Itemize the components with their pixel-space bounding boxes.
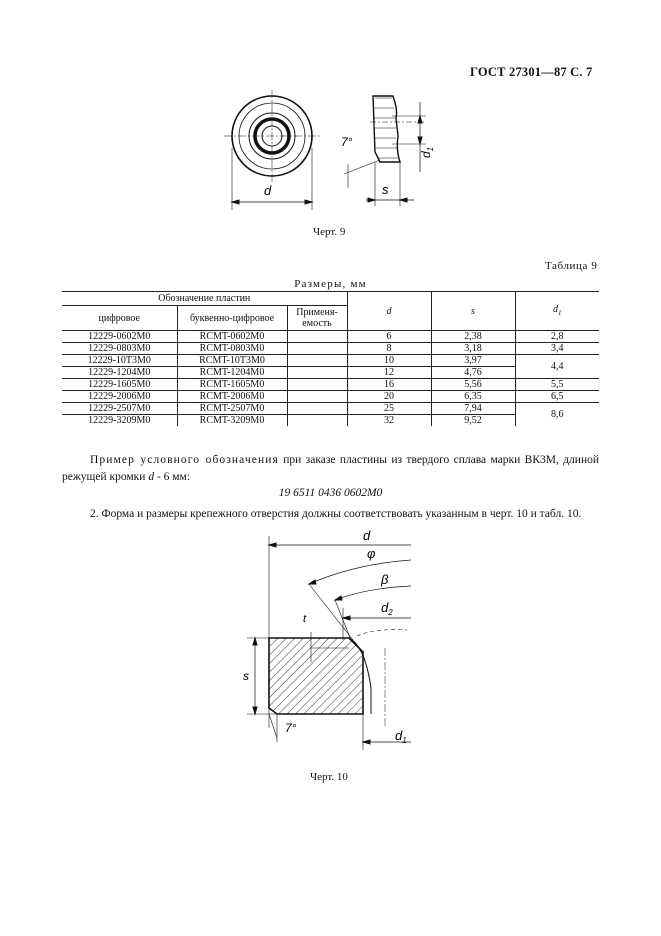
cell-d: 32 (347, 415, 431, 427)
cell-alnum: RCMT-3209M0 (177, 415, 287, 427)
fig10-label-t: t (303, 613, 307, 625)
cell-s: 5,56 (431, 379, 515, 391)
table-row (62, 343, 599, 355)
col-d1: $d_1$ (515, 292, 599, 331)
cell-d1: 2,8 (515, 331, 599, 343)
cell-usage (287, 379, 347, 391)
example-lead: Пример условного обозначения (90, 454, 279, 466)
cell-d: 6 (347, 331, 431, 343)
col-digital: цифровое (62, 306, 177, 331)
figure-9-caption: Черт. 9 (313, 226, 346, 238)
cell-usage (287, 403, 347, 415)
fig10-label-d2: $d_2$ (381, 600, 393, 617)
cell-usage (287, 415, 347, 427)
table-9-subtitle: Размеры, мм (294, 278, 367, 290)
cell-d: 16 (347, 379, 431, 391)
cell-d: 8 (347, 343, 431, 355)
cell-alnum: RCMT-10T3M0 (177, 355, 287, 367)
example-rest: при заказе пластины из твердого сплава марки ВК3М, длиной режущей кромки (62, 454, 600, 483)
cell-digital: 12229-1605M0 (88, 379, 151, 390)
cell-digital: 12229-2507M0 (88, 403, 151, 414)
cell-d1: 4,4 (515, 355, 599, 379)
cell-d: 25 (347, 403, 431, 415)
col-s: s (431, 292, 515, 331)
point-2-paragraph: 2. Форма и размеры крепежного отверстия должны соответствовать указанным в черт. 10 и табл. 10. (90, 508, 582, 520)
fig10-label-d: d (363, 528, 371, 543)
cell-s: 3,18 (431, 343, 515, 355)
col-alnum: буквенно-цифровое (177, 306, 287, 331)
cell-digital: 12229-0602M0 (88, 331, 151, 342)
example-var: d (148, 471, 155, 483)
cell-s: 9,52 (431, 415, 515, 427)
insert-side-section (373, 96, 400, 162)
figure-10-drawing (235, 528, 415, 768)
col-usage: Применя- емость (287, 306, 347, 331)
cell-d1: 5,5 (515, 379, 599, 391)
fig9-label-d: d (264, 183, 272, 198)
cell-d: 12 (347, 367, 431, 379)
cell-alnum: RCMT-0602M0 (177, 331, 287, 343)
cell-alnum: RCMT-1605M0 (177, 379, 287, 391)
cell-digital: 12229-1204M0 (88, 367, 151, 378)
table-row (62, 379, 599, 391)
cell-d: 20 (347, 391, 431, 403)
cell-digital: 12229-2006M0 (88, 391, 151, 402)
cell-digital: 12229-10T3M0 (87, 355, 151, 366)
col-d: d (347, 292, 431, 331)
cell-digital: 12229-3209M0 (88, 415, 151, 426)
cell-d: 10 (347, 355, 431, 367)
fig9-label-s: s (382, 182, 389, 197)
table-9 (62, 291, 599, 426)
fig10-label-phi: φ (367, 546, 376, 561)
fig10-label-beta: β (381, 572, 389, 587)
cell-s: 7,94 (431, 403, 515, 415)
cell-usage (287, 331, 347, 343)
cell-s: 3,97 (431, 355, 515, 367)
table-row (62, 403, 599, 415)
example-tail: ‑ 6 мм: (154, 471, 191, 483)
fig10-label-s: s (243, 669, 249, 683)
cell-d1: 8,6 (515, 403, 599, 427)
fig10-label-angle: 7° (285, 721, 297, 735)
example-paragraph (62, 452, 599, 486)
example-code: 19 6511 0436 0602M0 (278, 487, 383, 499)
fig9-label-angle: 7° (341, 135, 353, 149)
cell-d1: 3,4 (515, 343, 599, 355)
col-group-designation: Обозначение пластин (62, 292, 347, 306)
cell-d1: 6,5 (515, 391, 599, 403)
cell-s: 4,76 (431, 367, 515, 379)
cell-alnum: RCMT-1204M0 (177, 367, 287, 379)
table-9-caption: Таблица 9 (545, 260, 598, 272)
fig9-label-d1: $d_1$ (419, 146, 435, 158)
fig10-label-d1: $d_1$ (395, 728, 407, 745)
cell-usage (287, 391, 347, 403)
table-row (62, 391, 599, 403)
figure-9-drawing (220, 88, 450, 213)
cell-alnum: RCMT-0803M0 (177, 343, 287, 355)
cell-digital: 12229-0803M0 (88, 343, 151, 354)
cell-alnum: RCMT-2507M0 (177, 403, 287, 415)
cell-alnum: RCMT-2006M0 (177, 391, 287, 403)
cell-usage (287, 367, 347, 379)
insert-section (269, 638, 363, 714)
page-header: ГОСТ 27301—87 С. 7 (470, 65, 593, 79)
cell-usage (287, 355, 347, 367)
table-row (62, 355, 599, 367)
cell-usage (287, 343, 347, 355)
table-row (62, 331, 599, 343)
cell-s: 6,35 (431, 391, 515, 403)
cell-s: 2,38 (431, 331, 515, 343)
figure-10-caption: Черт. 10 (310, 771, 348, 783)
